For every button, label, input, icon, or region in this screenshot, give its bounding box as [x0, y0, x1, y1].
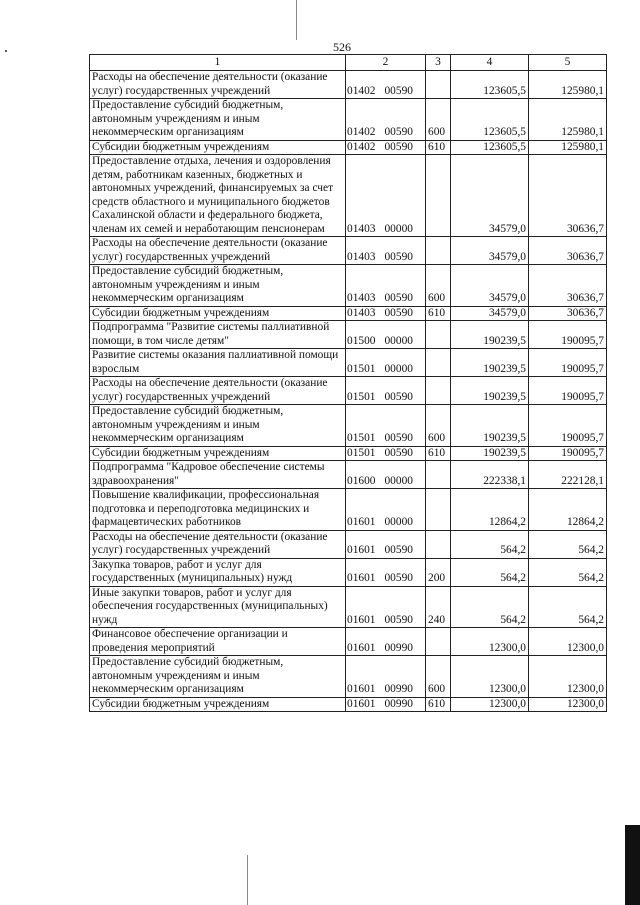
code-program: 01402 [347, 140, 376, 153]
row-value-year2: 12300,0 [529, 656, 607, 698]
budget-table [89, 54, 607, 712]
row-name: Предоставление отдыха, лечения и оздоровления детям, работникам казенных, бюджетных и автономных учреждений, финансируемых за счет средств областного и муниципального бюджетов Сахалинской области и федерального бюджета, членам их семей и неработающим пенсионерам [90, 155, 346, 237]
row-code [346, 349, 426, 377]
row-name: Финансовое обеспечение организации и проведения мероприятий [90, 628, 346, 656]
row-name: Предоставление субсидий бюджетным, автономным учреждениям и иным некоммерческим организациям [90, 99, 346, 141]
code-direction: 00990 [384, 697, 413, 710]
row-name: Субсидии бюджетным учреждениям [90, 140, 346, 155]
row-value-year2: 125980,1 [529, 71, 607, 99]
table-row [90, 349, 607, 377]
row-code [346, 446, 426, 461]
row-value-year1: 12300,0 [451, 697, 529, 712]
row-value-year2: 564,2 [529, 530, 607, 558]
row-code [346, 586, 426, 628]
table-row [90, 265, 607, 307]
row-expense-type [426, 461, 451, 489]
code-program: 01501 [347, 432, 376, 444]
row-value-year2: 125980,1 [529, 99, 607, 141]
row-code [346, 71, 426, 99]
row-code [346, 99, 426, 141]
table-row [90, 446, 607, 461]
row-code [346, 265, 426, 307]
row-expense-type: 610 [426, 140, 451, 155]
row-code [346, 321, 426, 349]
row-value-year2: 564,2 [529, 558, 607, 586]
row-name: Расходы на обеспечение деятельности (оказание услуг) государственных учреждений [90, 71, 346, 99]
row-name: Расходы на обеспечение деятельности (оказание услуг) государственных учреждений [90, 530, 346, 558]
code-direction: 00590 [384, 432, 413, 444]
row-code [346, 405, 426, 447]
table-row [90, 530, 607, 558]
row-value-year2: 30636,7 [529, 237, 607, 265]
row-value-year1: 222338,1 [451, 461, 529, 489]
header-col-2: 2 [346, 55, 426, 71]
row-expense-type [426, 71, 451, 99]
row-name: Субсидии бюджетным учреждениям [90, 306, 346, 321]
code-program: 01402 [347, 84, 376, 97]
code-direction: 00590 [384, 126, 413, 138]
code-program: 01501 [347, 362, 376, 375]
row-value-year1: 190239,5 [451, 377, 529, 405]
row-value-year1: 12300,0 [451, 628, 529, 656]
header-col-1: 1 [90, 55, 346, 71]
table-row [90, 237, 607, 265]
row-name: Расходы на обеспечение деятельности (оказание услуг) государственных учреждений [90, 237, 346, 265]
code-direction: 00990 [384, 641, 413, 654]
row-code [346, 377, 426, 405]
row-value-year2: 222128,1 [529, 461, 607, 489]
row-code [346, 237, 426, 265]
row-name: Повышение квалификации, профессиональная подготовка и переподготовка медицинских и фармацевтических работников [90, 489, 346, 531]
row-value-year2: 190095,7 [529, 405, 607, 447]
row-expense-type: 600 [426, 99, 451, 141]
code-program: 01601 [347, 516, 376, 528]
table-row [90, 71, 607, 99]
code-direction: 00000 [384, 362, 413, 375]
scan-speck [5, 50, 7, 52]
row-value-year2: 190095,7 [529, 446, 607, 461]
row-value-year2: 190095,7 [529, 377, 607, 405]
row-name: Иные закупки товаров, работ и услуг для обеспечения государственных (муниципальных) нужд [90, 586, 346, 628]
table-row [90, 461, 607, 489]
code-direction: 00590 [384, 140, 413, 153]
row-value-year2: 190095,7 [529, 321, 607, 349]
fold-line [247, 855, 248, 905]
table-row [90, 405, 607, 447]
code-program: 01601 [347, 572, 376, 584]
row-code [346, 530, 426, 558]
code-program: 01601 [347, 544, 376, 556]
row-expense-type: 610 [426, 697, 451, 712]
code-program: 01601 [347, 613, 376, 626]
row-code [346, 140, 426, 155]
code-direction: 00000 [384, 474, 413, 487]
code-direction: 00590 [384, 446, 413, 459]
row-value-year1: 190239,5 [451, 321, 529, 349]
row-code [346, 155, 426, 237]
row-expense-type [426, 377, 451, 405]
row-value-year1: 564,2 [451, 586, 529, 628]
table-row [90, 558, 607, 586]
row-value-year1: 34579,0 [451, 237, 529, 265]
code-program: 01403 [347, 292, 376, 304]
table-row [90, 306, 607, 321]
row-value-year1: 190239,5 [451, 446, 529, 461]
code-program: 01500 [347, 334, 376, 347]
row-name: Субсидии бюджетным учреждениям [90, 446, 346, 461]
row-value-year2: 12300,0 [529, 697, 607, 712]
code-program: 01501 [347, 446, 376, 459]
row-code [346, 628, 426, 656]
code-program: 01402 [347, 126, 376, 138]
row-code [346, 697, 426, 712]
row-name: Закупка товаров, работ и услуг для государственных (муниципальных) нужд [90, 558, 346, 586]
row-name: Развитие системы оказания паллиативной помощи взрослым [90, 349, 346, 377]
row-name: Субсидии бюджетным учреждениям [90, 697, 346, 712]
row-expense-type: 610 [426, 306, 451, 321]
row-value-year1: 12864,2 [451, 489, 529, 531]
table-row [90, 656, 607, 698]
code-direction: 00590 [384, 390, 413, 403]
code-direction: 00590 [384, 572, 413, 584]
code-program: 01601 [347, 683, 376, 695]
row-value-year2: 190095,7 [529, 349, 607, 377]
row-expense-type [426, 237, 451, 265]
code-direction: 00000 [384, 222, 413, 235]
row-value-year1: 564,2 [451, 558, 529, 586]
table-row [90, 628, 607, 656]
row-value-year1: 34579,0 [451, 265, 529, 307]
table-row [90, 321, 607, 349]
table-row [90, 697, 607, 712]
table-row [90, 155, 607, 237]
code-program: 01403 [347, 222, 376, 235]
row-expense-type: 600 [426, 265, 451, 307]
table-row [90, 140, 607, 155]
scan-edge-mark [625, 825, 640, 905]
row-code [346, 656, 426, 698]
code-direction: 00590 [384, 613, 413, 626]
row-value-year1: 190239,5 [451, 349, 529, 377]
row-name: Подпрограмма "Развитие системы паллиативной помощи, в том числе детям" [90, 321, 346, 349]
code-direction: 00590 [384, 292, 413, 304]
row-value-year1: 123605,5 [451, 71, 529, 99]
row-expense-type [426, 628, 451, 656]
code-direction: 00590 [384, 544, 413, 556]
table-row [90, 489, 607, 531]
row-value-year2: 12300,0 [529, 628, 607, 656]
code-program: 01601 [347, 697, 376, 710]
row-expense-type: 200 [426, 558, 451, 586]
row-value-year1: 190239,5 [451, 405, 529, 447]
row-value-year1: 12300,0 [451, 656, 529, 698]
code-direction: 00590 [384, 306, 413, 319]
code-direction: 00000 [384, 334, 413, 347]
code-program: 01501 [347, 390, 376, 403]
row-name: Предоставление субсидий бюджетным, автономным учреждениям и иным некоммерческим организациям [90, 656, 346, 698]
code-program: 01403 [347, 250, 376, 263]
row-expense-type [426, 489, 451, 531]
row-value-year1: 123605,5 [451, 99, 529, 141]
row-expense-type [426, 321, 451, 349]
row-expense-type [426, 155, 451, 237]
table-row [90, 377, 607, 405]
code-program: 01403 [347, 306, 376, 319]
table-row [90, 586, 607, 628]
row-expense-type: 600 [426, 656, 451, 698]
code-program: 01601 [347, 641, 376, 654]
row-value-year2: 12864,2 [529, 489, 607, 531]
row-value-year2: 30636,7 [529, 265, 607, 307]
row-expense-type: 600 [426, 405, 451, 447]
row-expense-type [426, 530, 451, 558]
row-code [346, 489, 426, 531]
header-col-5: 5 [529, 55, 607, 71]
row-value-year2: 125980,1 [529, 140, 607, 155]
row-name: Расходы на обеспечение деятельности (оказание услуг) государственных учреждений [90, 377, 346, 405]
code-direction: 00590 [384, 250, 413, 263]
row-code [346, 306, 426, 321]
row-value-year1: 34579,0 [451, 155, 529, 237]
row-code [346, 558, 426, 586]
row-code [346, 461, 426, 489]
code-direction: 00000 [384, 516, 413, 528]
header-row [90, 55, 607, 71]
row-value-year2: 564,2 [529, 586, 607, 628]
header-col-4: 4 [451, 55, 529, 71]
row-expense-type [426, 349, 451, 377]
row-expense-type: 240 [426, 586, 451, 628]
header-col-3: 3 [426, 55, 451, 71]
row-value-year1: 564,2 [451, 530, 529, 558]
fold-line [296, 0, 297, 40]
row-value-year2: 30636,7 [529, 306, 607, 321]
table-row [90, 99, 607, 141]
code-direction: 00990 [384, 683, 413, 695]
row-value-year2: 30636,7 [529, 155, 607, 237]
row-name: Предоставление субсидий бюджетным, автономным учреждениям и иным некоммерческим организациям [90, 265, 346, 307]
row-value-year1: 123605,5 [451, 140, 529, 155]
page-number: 526 [333, 40, 351, 54]
code-program: 01600 [347, 474, 376, 487]
row-value-year1: 34579,0 [451, 306, 529, 321]
code-direction: 00590 [384, 84, 413, 97]
row-expense-type: 610 [426, 446, 451, 461]
row-name: Предоставление субсидий бюджетным, автономным учреждениям и иным некоммерческим организациям [90, 405, 346, 447]
row-name: Подпрограмма "Кадровое обеспечение системы здравоохранения" [90, 461, 346, 489]
